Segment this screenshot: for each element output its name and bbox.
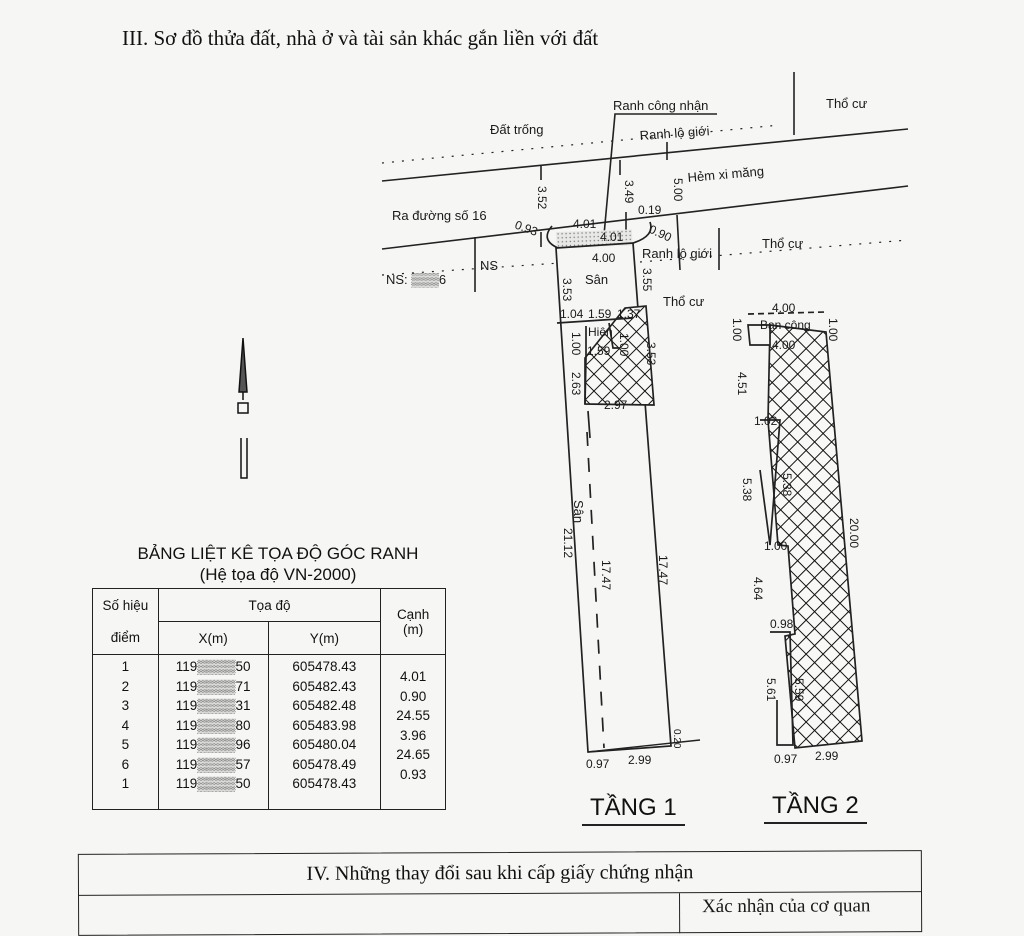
svg-text:1.00: 1.00 xyxy=(730,318,744,342)
coord-table-title: BẢNG LIỆT KÊ TỌA ĐỘ GÓC RANH (Hệ tọa độ VN-2000) xyxy=(118,543,438,585)
svg-text:0.98: 0.98 xyxy=(770,617,794,631)
svg-text:5.59: 5.59 xyxy=(792,678,806,702)
svg-text:1.37: 1.37 xyxy=(617,307,641,321)
label-tho-cu-top: Thổ cư xyxy=(826,96,868,111)
label-san-top: Sân xyxy=(585,272,609,287)
label-hem-xi-mang: Hẻm xi măng xyxy=(686,163,765,185)
label-ban-cong: Ban công xyxy=(760,318,811,332)
header-point-no-2: điểm xyxy=(93,622,159,655)
svg-text:3.53: 3.53 xyxy=(560,278,574,302)
svg-text:2.99: 2.99 xyxy=(628,753,652,767)
header-coords: Tọa độ xyxy=(158,589,380,622)
header-y: Y(m) xyxy=(268,622,381,655)
svg-text:0.19: 0.19 xyxy=(638,203,662,217)
label-hien: Hiên xyxy=(588,325,613,339)
svg-text:3.49: 3.49 xyxy=(622,180,636,204)
svg-text:4.00: 4.00 xyxy=(772,338,796,352)
svg-text:2.97: 2.97 xyxy=(604,398,628,412)
floor-2-label: TẦNG 2 xyxy=(764,792,867,824)
svg-text:17.47: 17.47 xyxy=(656,555,670,586)
label-ranh-lo-gioi-mid: Ranh lộ giới xyxy=(642,246,712,261)
label-san-long: Sân xyxy=(571,500,586,524)
section-4-title: IV. Những thay đổi sau khi cấp giấy chứng nhận xyxy=(79,851,921,896)
header-edge: Cạnh (m) xyxy=(381,589,446,655)
north-arrow-icon xyxy=(238,338,248,478)
svg-text:3.52: 3.52 xyxy=(535,186,549,210)
svg-text:1.00: 1.00 xyxy=(617,333,631,357)
svg-text:0.90: 0.90 xyxy=(646,222,674,245)
svg-text:3.53: 3.53 xyxy=(644,342,658,366)
svg-text:20.00: 20.00 xyxy=(847,518,861,549)
svg-text:0.20: 0.20 xyxy=(671,729,682,749)
label-ns: NS xyxy=(480,258,499,273)
column-points: 1 2 3 4 5 6 1 xyxy=(93,655,159,810)
label-tho-cu-mid: Thổ cư xyxy=(762,236,804,251)
coord-table-subtitle: (Hệ tọa độ VN-2000) xyxy=(199,565,357,584)
svg-text:4.00: 4.00 xyxy=(592,251,616,265)
label-ns-owner: NS: ▒▒▒6 xyxy=(386,272,447,287)
svg-text:3.55: 3.55 xyxy=(640,268,654,292)
svg-text:1.59: 1.59 xyxy=(588,307,612,321)
svg-text:0.97: 0.97 xyxy=(586,757,610,771)
svg-text:4.64: 4.64 xyxy=(751,577,765,601)
column-y: 605478.43 605482.43 605482.48 605483.98 605480.04 605478.49 605478.43 xyxy=(268,655,381,810)
svg-text:0.97: 0.97 xyxy=(774,752,798,766)
svg-text:21.12: 21.12 xyxy=(561,528,575,559)
svg-text:1.04: 1.04 xyxy=(560,307,584,321)
svg-text:4.01: 4.01 xyxy=(573,217,597,231)
svg-text:5.00: 5.00 xyxy=(671,178,685,202)
svg-text:1.00: 1.00 xyxy=(826,318,840,342)
section-4-table xyxy=(78,850,922,936)
floor-1-label: TẦNG 1 xyxy=(582,794,685,826)
svg-text:17.47: 17.47 xyxy=(599,560,613,591)
section-3-title: III. Sơ đồ thửa đất, nhà ở và tài sản khác gắn liền với đất xyxy=(122,26,599,50)
svg-text:4.00: 4.00 xyxy=(772,301,796,315)
label-tho-cu-right: Thổ cư xyxy=(663,294,705,309)
svg-text:2.63: 2.63 xyxy=(569,372,583,396)
svg-text:5.61: 5.61 xyxy=(764,678,778,702)
coordinate-table xyxy=(92,588,446,810)
svg-text:4.01: 4.01 xyxy=(600,230,624,244)
section-4-col-confirmation: Xác nhận của cơ quan xyxy=(679,892,944,933)
column-edges: 4.01 0.90 24.55 3.96 24.65 0.93 xyxy=(381,655,446,810)
label-dat-trong: Đất trống xyxy=(490,122,544,137)
svg-text:5.38: 5.38 xyxy=(740,478,754,502)
svg-text:1.59: 1.59 xyxy=(587,344,611,358)
header-x: X(m) xyxy=(158,622,268,655)
label-ranh-cong-nhan: Ranh công nhận xyxy=(613,98,709,113)
svg-text:1.02: 1.02 xyxy=(754,414,778,428)
svg-text:5.38: 5.38 xyxy=(780,473,794,497)
svg-text:1.00: 1.00 xyxy=(764,539,788,553)
column-x: 119▒▒▒▒50 119▒▒▒▒71 119▒▒▒▒31 119▒▒▒▒80 119▒▒▒▒96 119▒▒▒▒57 119▒▒▒▒50 xyxy=(158,655,268,810)
label-ra-duong: Ra đường số 16 xyxy=(392,208,487,223)
svg-text:0.93: 0.93 xyxy=(512,217,540,239)
svg-text:2.99: 2.99 xyxy=(815,749,839,763)
label-ranh-lo-gioi-top: Ranh lộ giới xyxy=(639,123,710,143)
header-point-no: Số hiệu xyxy=(93,589,159,622)
svg-text:1.00: 1.00 xyxy=(569,332,583,356)
svg-text:4.51: 4.51 xyxy=(735,372,749,396)
